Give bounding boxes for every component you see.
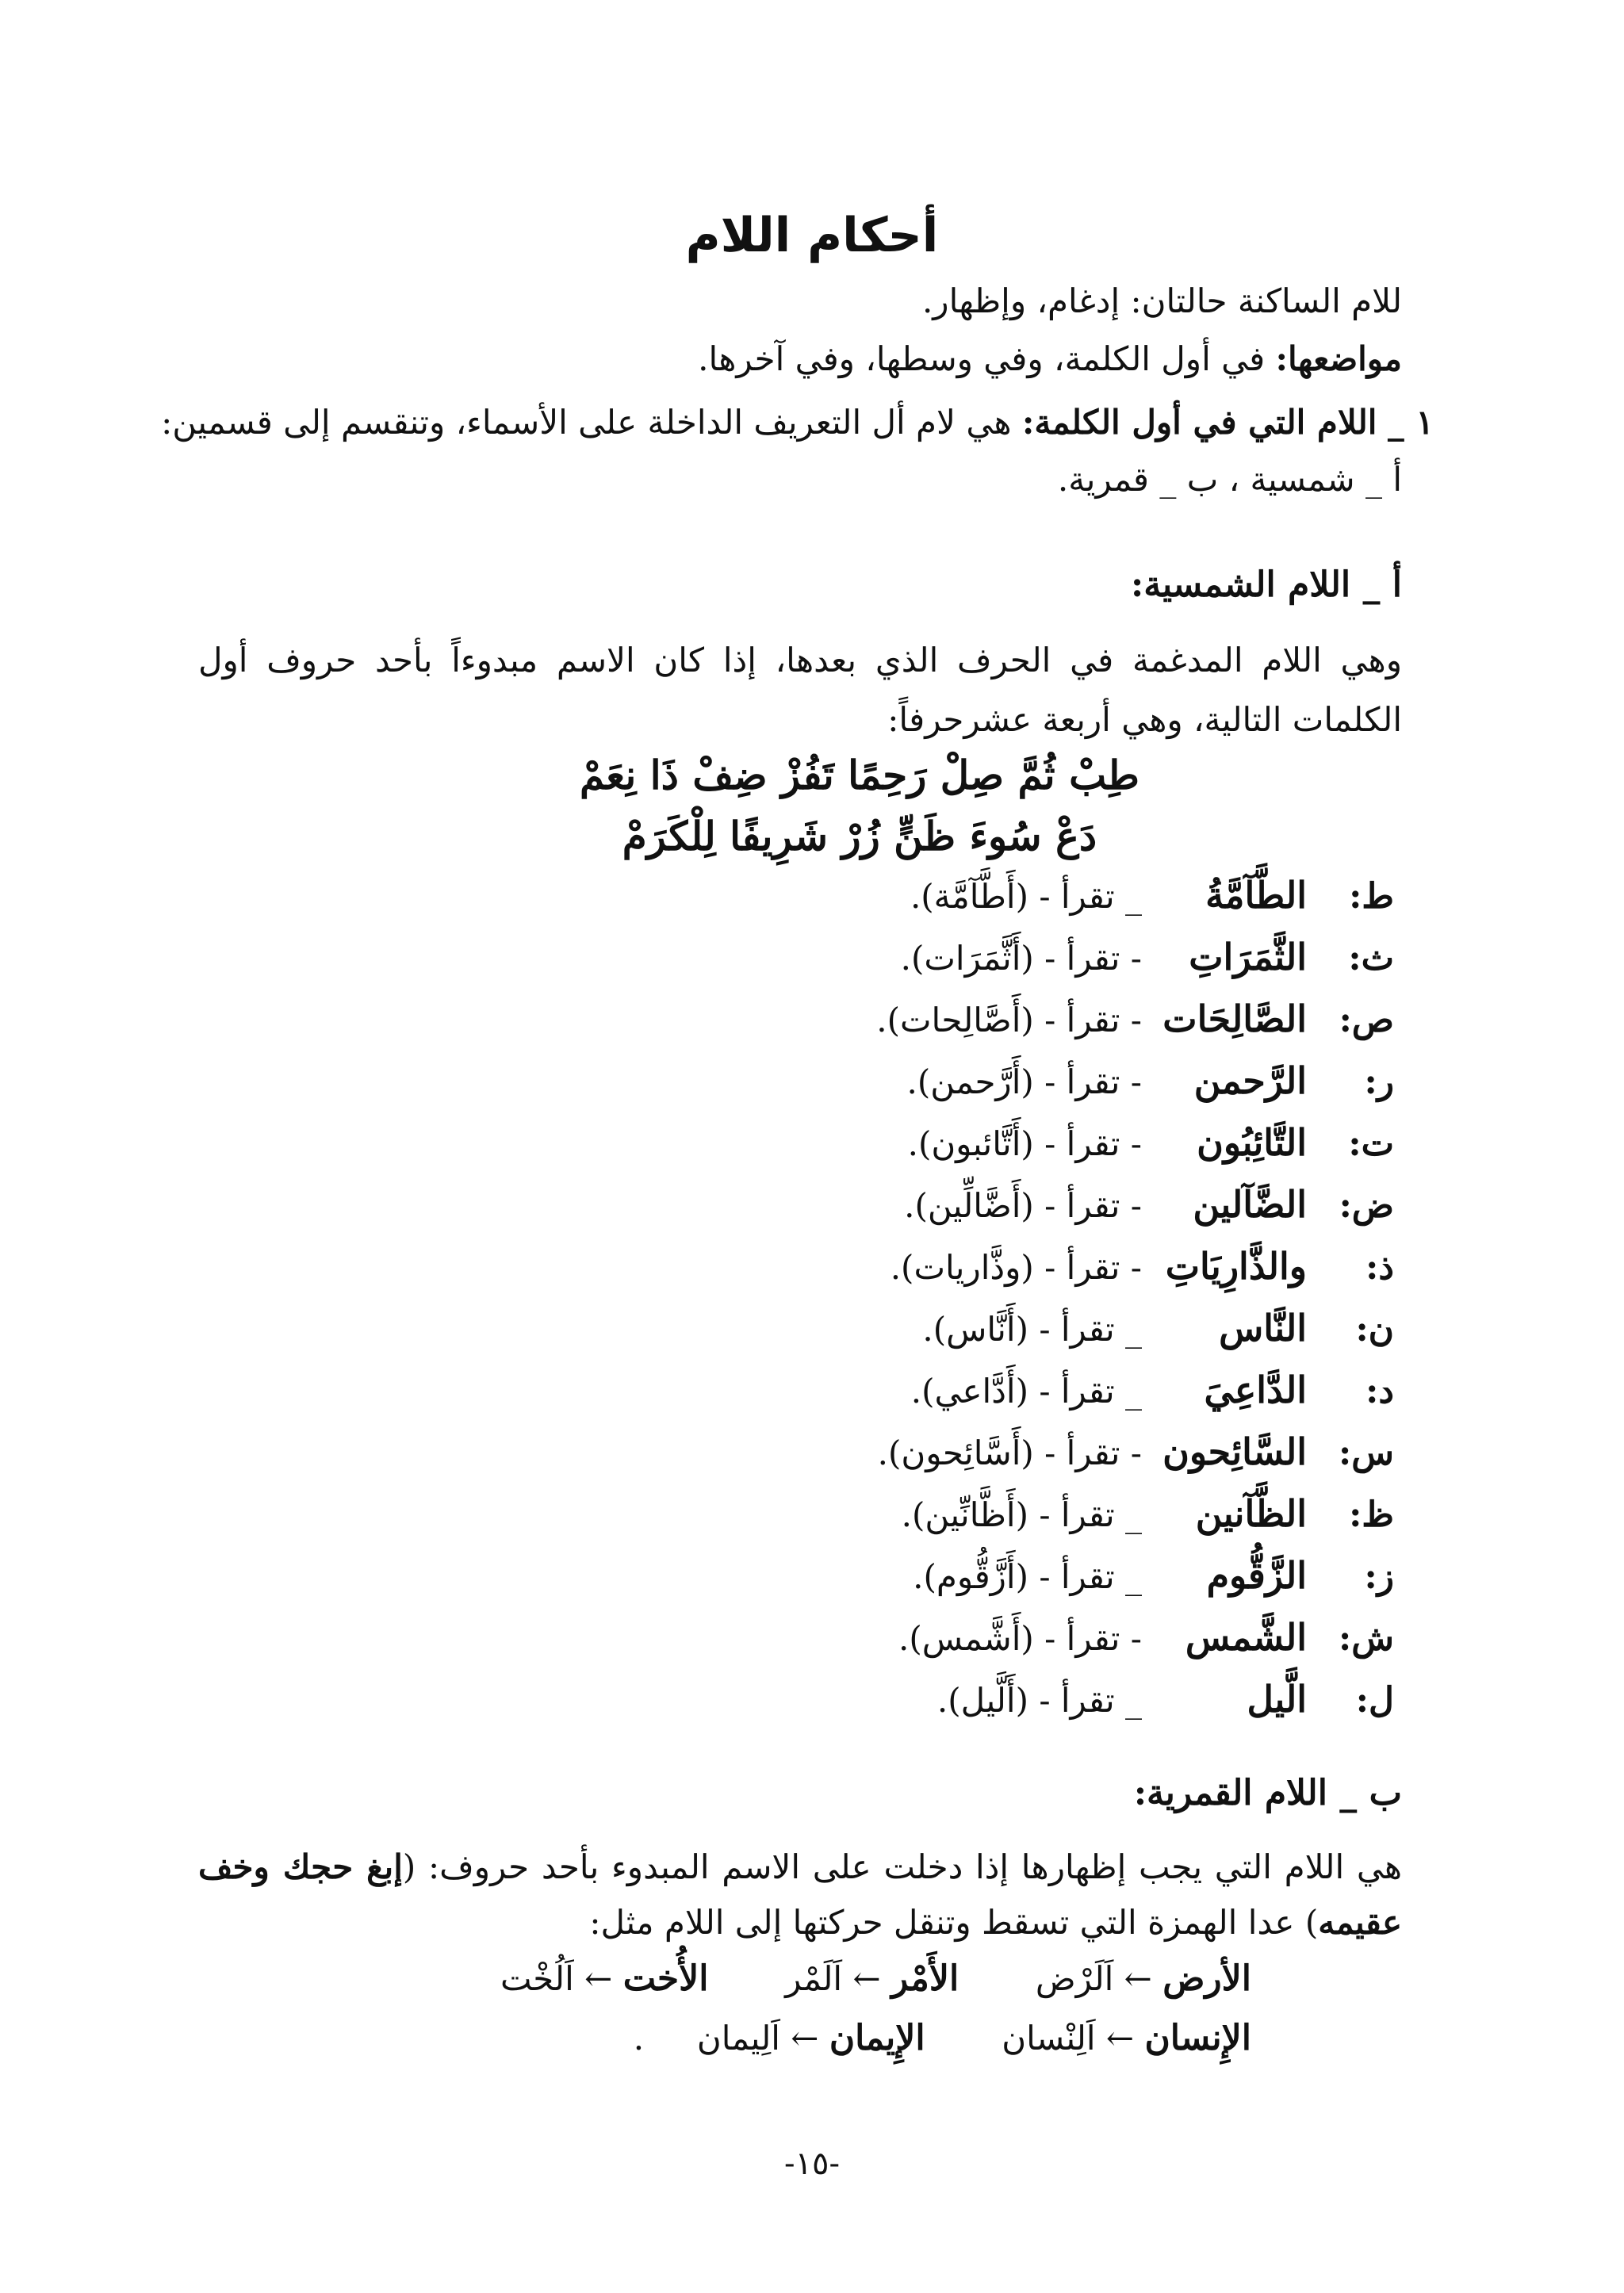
example-reading: _ تقرأ - (أَطَّآمَّة). [910,877,1142,916]
arrow-icon: ← [584,1959,613,1998]
positions-label: مواضعها: [1275,339,1402,378]
arrow-icon: ← [1124,1959,1152,1998]
arrow-icon: ← [852,1959,881,1998]
example-word: الشَّمس [1185,1616,1307,1659]
example-reading: - تقرأ - (وذَّاريات). [890,1248,1142,1287]
example-row [911,1369,1394,1416]
example-word: التَّائِبُون [1197,1121,1307,1164]
example-reading: - تقرأ - (أَثَّمَرَات). [900,939,1142,978]
example-word: النَّاس [1219,1307,1307,1349]
example-letter: ز: [1364,1556,1394,1597]
section1-line [161,403,1434,442]
example-row [906,1059,1394,1107]
pair-result: اَلَمْر [785,1959,843,1998]
example-word: الدَّاعِيَ [1204,1369,1307,1411]
shamsiya-text: وهي اللام المدغمة في الحرف الذي بعدها، إذا كان الاسم مبدوءاً بأحد حروف أول الكلمات التالية، وهي أربعة عشرحرفاً: [198,641,1402,739]
pair-word: الأَمْر [891,1958,959,1999]
example-row [901,936,1394,983]
example-reading: - تقرأ - (أَشَّمس). [898,1619,1142,1658]
example-reading: - تقرأ - (أَصَّالِحات). [876,1001,1142,1039]
intro-text: للام الساكنة حالتان: إدغام، وإظهار. [921,281,1402,320]
example-row [904,1183,1394,1231]
arrow-icon: ← [791,2019,819,2058]
pair-result: اَلُخْت [500,1959,574,1998]
row-end-mark: . [633,2019,645,2058]
example-row [902,1492,1394,1540]
example-row [891,1245,1394,1292]
example-row [878,1430,1394,1478]
example-letter: ن: [1355,1309,1394,1349]
example-letter: ذ: [1365,1247,1394,1288]
example-row [908,1121,1394,1169]
example-word: السَّائِحون [1162,1430,1307,1473]
example-word: الصَّالِحَات [1162,997,1307,1040]
page-title: أحكام اللام [685,208,939,263]
example-letter: ر: [1364,1062,1394,1102]
example-letter: ش: [1339,1618,1394,1659]
example-reading: - تقرأ - (أَرَّحمن). [906,1062,1142,1101]
example-word: الَّيل [1247,1678,1307,1721]
section1-number: ١ _ [1387,403,1434,442]
example-word: الزَّقُّوم [1206,1554,1307,1597]
example-row [913,1554,1394,1602]
example-word: الطَّآمَّةُ [1205,874,1307,917]
example-letter: ت: [1348,1124,1394,1164]
qamariya-pairs-row-1 [500,1958,1251,1999]
example-letter: ظ: [1349,1495,1394,1535]
example-letter: ث: [1348,938,1394,978]
example-row [876,997,1394,1045]
section1-text: هي لام أل التعريف الداخلة على الأسماء، وتنقسم إلى قسمين: [161,403,1012,442]
pair-result: اَلِيمان [696,2019,780,2058]
pair-result: اَلَرْض [1035,1959,1114,1998]
pair-word: الأرض [1162,1958,1251,1999]
pair-word: الإِنسان [1144,2018,1251,2058]
example-reading: _ تقرأ - (أَنَّاس). [922,1310,1142,1349]
example-word: الظَّآنين [1195,1492,1307,1535]
example-reading: - تقرأ - (أَضَّالِّين). [904,1186,1142,1225]
example-row [910,874,1394,921]
pair-word: الأُخت [622,1958,709,1999]
example-letter: ط: [1349,876,1394,917]
qamariya-text-part2: ) عدا الهمزة التي تسقط وتنقل حركتها إلى اللام مثل: [589,1903,1319,1942]
qamariya-letters: إبغ حجك وخف عقيمه [198,1847,1402,1942]
qamariya-text-part1: هي اللام التي يجب إظهارها إذا دخلت على الاسم المبدوء بأحد حروف: ( [402,1847,1403,1886]
example-reading: - تقرأ - (أَتَّائبون). [907,1124,1142,1163]
example-reading: _ تقرأ - (أَلَّيل). [936,1681,1142,1720]
qamariya-pairs-row-2 [634,2018,1251,2058]
example-letter: ل: [1355,1680,1394,1721]
section1-label: اللام التي في أول الكلمة: [1021,403,1377,442]
example-letter: ض: [1339,1185,1394,1226]
example-reading: - تقرأ - (أَسَّائِحون). [877,1434,1142,1472]
example-word: الضَّآلين [1193,1183,1307,1226]
arrow-icon: ← [1105,2019,1135,2058]
example-letter: ص: [1339,1000,1394,1040]
poem-line-1: طِبْ ثُمَّ صِلْ رَحِمًا تَفُزْ ضِفْ ذَا نِعَمْ [580,752,1139,798]
example-reading: _ تقرأ - (أَزَّقُّوم). [913,1557,1142,1596]
pair-word: الإِيمان [829,2018,925,2058]
example-row [922,1307,1394,1354]
qamariya-heading: ب _ اللام القمرية: [1133,1773,1402,1813]
pair-result: اَلِنْسان [1002,2019,1096,2058]
example-letter: د: [1365,1371,1394,1411]
section1-sub: أ _ شمسية ، ب _ قمرية. [1057,460,1402,499]
example-row [937,1678,1394,1725]
example-row [898,1616,1394,1663]
page-number: -١٥- [784,2146,840,2182]
example-word: الرَّحمن [1193,1059,1307,1102]
example-word: الثَّمَرَاتِ [1189,936,1307,978]
poem-line-2: دَعْ سُوءَ ظَنٍّ زُرْ شَرِيفًا لِلْكَرَمْ [622,813,1097,859]
shamsiya-heading: أ _ اللام الشمسية: [1131,565,1402,605]
example-letter: س: [1339,1433,1394,1473]
example-reading: _ تقرأ - (أَدَّاعي). [910,1372,1142,1411]
positions-text: في أول الكلمة، وفي وسطها، وفي آخرها. [698,339,1266,378]
example-reading: _ تقرأ - (أَظَّانِّين). [901,1495,1142,1534]
example-word: والذَّارِيَاتِ [1165,1245,1307,1288]
positions-line [698,339,1402,379]
qamariya-text [198,1839,1402,1950]
